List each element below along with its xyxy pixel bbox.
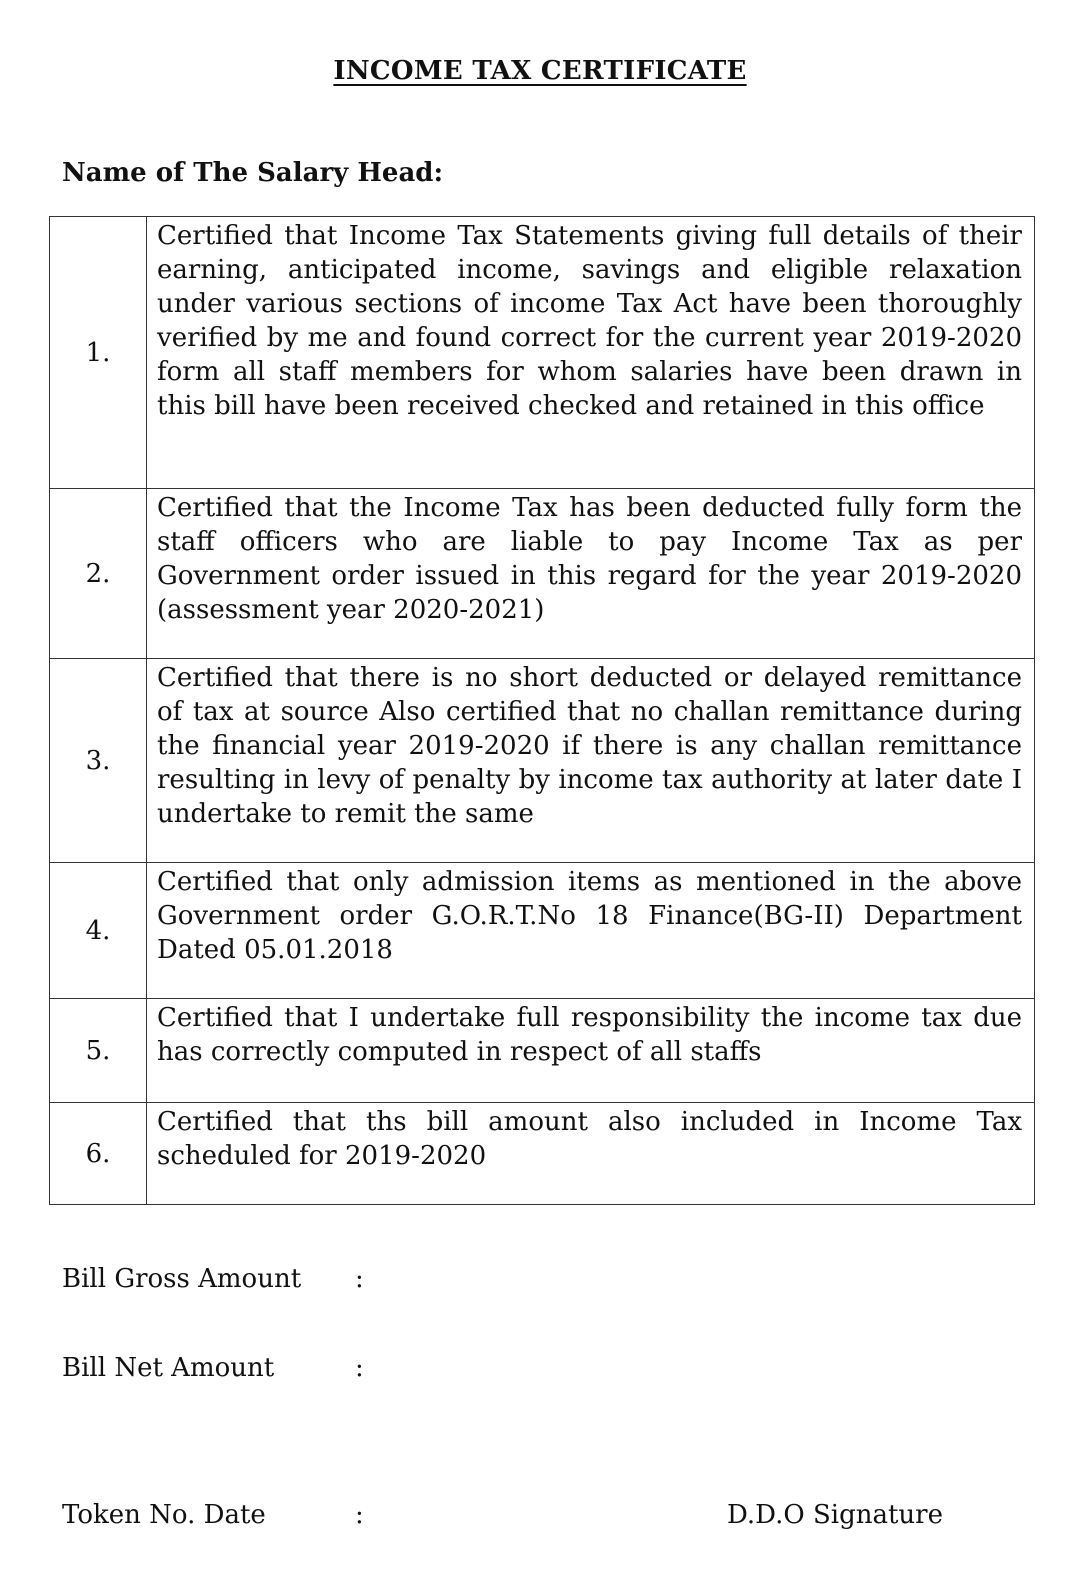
item-text: Certified that there is no short deducted or delayed remittance of tax at source Also certified that no challan remittance during the financial year 2019-2020 if there is any challan remittance resulting in levy of penalty by income tax authority at later date I undertake to remit the same: [147, 659, 1035, 863]
table-row: [50, 1103, 1035, 1205]
certification-table: [49, 216, 1035, 1205]
bill-net-amount-label: Bill Net Amount: [62, 1353, 275, 1383]
salary-head-label: Name of The Salary Head:: [62, 158, 444, 188]
item-text: Certified that the Income Tax has been deducted fully form the staff officers who are liable to pay Income Tax as per Government order issued in this regard for the year 2019-2020 (assessment year 2020-2021): [147, 489, 1035, 659]
table-row: [50, 863, 1035, 999]
item-number: 1.: [50, 217, 147, 489]
item-number: 2.: [50, 489, 147, 659]
table-row: [50, 489, 1035, 659]
bill-net-amount-colon: :: [355, 1353, 364, 1383]
item-number: 6.: [50, 1103, 147, 1205]
item-number: 3.: [50, 659, 147, 863]
item-text: Certified that only admission items as mentioned in the above Government order G.O.R.T.No 18 Finance(BG-II) Department Dated 05.01.2018: [147, 863, 1035, 999]
table-row: [50, 659, 1035, 863]
item-text: Certified that I undertake full responsibility the income tax due has correctly computed in respect of all staffs: [147, 999, 1035, 1103]
item-number: 5.: [50, 999, 147, 1103]
bill-gross-amount-label: Bill Gross Amount: [62, 1264, 302, 1294]
token-no-date-label: Token No. Date: [62, 1500, 266, 1530]
table-row: [50, 999, 1035, 1103]
item-text: Certified that ths bill amount also included in Income Tax scheduled for 2019-2020: [147, 1103, 1035, 1205]
bill-gross-amount-colon: :: [355, 1264, 364, 1294]
ddo-signature-label: D.D.O Signature: [727, 1500, 943, 1530]
item-text: Certified that Income Tax Statements giving full details of their earning, anticipated income, savings and eligible relaxation under various sections of income Tax Act have been thoroughly verified by me and found correct for the current year 2019-2020 form all staff members for whom salaries have been drawn in this bill have been received checked and retained in this office: [147, 217, 1035, 489]
item-number: 4.: [50, 863, 147, 999]
document-title: INCOME TAX CERTIFICATE: [333, 56, 747, 86]
token-no-date-colon: :: [355, 1500, 364, 1530]
table-row: [50, 217, 1035, 489]
